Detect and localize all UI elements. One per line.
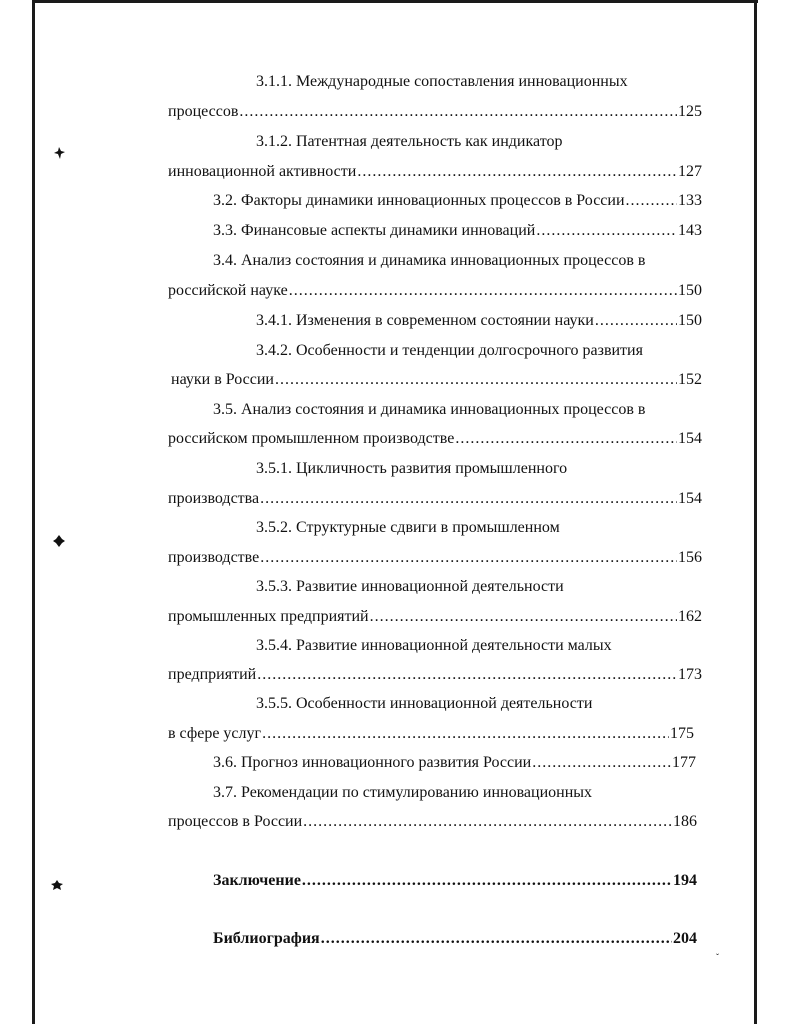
- scan-speck-icon: [50, 878, 64, 892]
- toc-entry-3-5-3[interactable]: [168, 607, 702, 627]
- dot-leader: [532, 753, 671, 773]
- dot-leader: [536, 221, 677, 241]
- toc-page-number: 143: [678, 222, 702, 239]
- toc-entry-3-5[interactable]: [168, 429, 702, 449]
- toc-entry-3-5-1[interactable]: [168, 489, 702, 509]
- toc-entry-text: производстве: [168, 549, 260, 566]
- toc-entry-3-6[interactable]: [213, 753, 696, 773]
- toc-entry-3-5-5[interactable]: [168, 724, 694, 744]
- scan-speck-icon: [52, 534, 66, 548]
- toc-entry-text: науки в России: [171, 371, 274, 388]
- toc-page-number: 154: [678, 430, 702, 447]
- dot-leader: [370, 607, 677, 627]
- dot-leader: [260, 548, 677, 568]
- toc-page-number: 204: [673, 930, 697, 947]
- toc-page-number: 162: [678, 608, 702, 625]
- toc-entry-3-4-title: 3.4. Анализ состояния и динамика инновационных процессов в: [213, 252, 646, 269]
- scan-mark: ˇ: [716, 952, 719, 962]
- toc-entry-3-5-4-title: 3.5.4. Развитие инновационной деятельности малых: [256, 637, 612, 654]
- dot-leader: [289, 281, 677, 301]
- toc-entry-3-5-4[interactable]: [168, 665, 702, 685]
- toc-entry-3-5-3-title: 3.5.3. Развитие инновационной деятельности: [256, 578, 564, 595]
- dot-leader: [302, 871, 672, 891]
- toc-entry-3-1-2-title: 3.1.2. Патентная деятельность как индикатор: [256, 133, 563, 150]
- scan-border-right: [754, 0, 757, 1024]
- toc-page-number: 152: [678, 371, 702, 388]
- toc-page-number: 150: [678, 282, 702, 299]
- toc-page-number: 173: [678, 666, 702, 683]
- toc-entry-3-7-title: 3.7. Рекомендации по стимулированию инновационных: [213, 784, 593, 801]
- toc-entry-3-3[interactable]: [213, 221, 702, 241]
- scan-border-left: [32, 0, 35, 1024]
- toc-entry-text: российском промышленном производстве: [168, 430, 455, 447]
- toc-entry-3-1-1-title: 3.1.1. Международные сопоставления инновационных: [256, 73, 628, 90]
- toc-entry-text: 3.4.1. Изменения в современном состоянии науки: [256, 312, 594, 329]
- toc-entry-text: 3.3. Финансовые аспекты динамики инноваций: [213, 222, 536, 239]
- dot-leader: [303, 812, 672, 832]
- toc-page-number: 125: [678, 103, 702, 120]
- toc-entry-text: процессов в России: [168, 813, 303, 830]
- toc-entry-text: в сфере услуг: [168, 725, 262, 742]
- dot-leader: [257, 665, 677, 685]
- toc-entry-3-5-5-title: 3.5.5. Особенности инновационной деятельности: [256, 695, 593, 712]
- dot-leader: [455, 429, 677, 449]
- toc-page-number: 150: [678, 312, 702, 329]
- toc-entry-3-2[interactable]: [213, 191, 702, 211]
- toc-entry-text: российской науке: [168, 282, 288, 299]
- toc-entry-conclusion[interactable]: [213, 871, 697, 891]
- toc-entry-3-1-2[interactable]: [168, 162, 702, 182]
- dot-leader: [275, 370, 677, 390]
- toc-entry-3-4-2[interactable]: [171, 370, 702, 390]
- dot-leader: [262, 724, 669, 744]
- toc-page-number: 156: [678, 549, 702, 566]
- toc-entry-text: 3.2. Факторы динамики инновационных процессов в России: [213, 192, 625, 209]
- toc-entry-text: предприятий: [168, 666, 257, 683]
- dot-leader: [239, 102, 677, 122]
- toc-entry-3-5-2[interactable]: [168, 548, 702, 568]
- toc-entry-3-5-2-title: 3.5.2. Структурные сдвиги в промышленном: [256, 519, 560, 536]
- toc-page-number: 186: [673, 813, 697, 830]
- toc-entry-text: Библиография: [213, 930, 320, 947]
- toc-entry-3-1-1[interactable]: [168, 102, 702, 122]
- scan-speck-icon: [52, 146, 66, 160]
- dot-leader: [321, 929, 672, 949]
- dot-leader: [260, 489, 677, 509]
- toc-entry-text: производства: [168, 490, 260, 507]
- toc-page-number: 154: [678, 490, 702, 507]
- toc-entry-3-4-2-title: 3.4.2. Особенности и тенденции долгосрочного развития: [256, 342, 643, 359]
- toc-entry-3-4-1[interactable]: [256, 311, 702, 331]
- dot-leader: [595, 311, 677, 331]
- toc-entry-3-7[interactable]: [168, 812, 697, 832]
- toc-page-number: 177: [672, 754, 696, 771]
- toc-entry-text: Заключение: [213, 872, 301, 889]
- dot-leader: [626, 191, 677, 211]
- scan-border-top: [34, 0, 758, 3]
- toc-entry-text: 3.6. Прогноз инновационного развития России: [213, 754, 532, 771]
- toc-entry-bibliography[interactable]: [213, 929, 697, 949]
- toc-entry-3-4[interactable]: [168, 281, 702, 301]
- toc-entry-text: процессов: [168, 103, 239, 120]
- toc-page-number: 127: [678, 163, 702, 180]
- toc-entry-3-5-1-title: 3.5.1. Цикличность развития промышленного: [256, 460, 568, 477]
- toc-entry-text: инновационной активности: [168, 163, 357, 180]
- toc-entry-3-5-title: 3.5. Анализ состояния и динамика инновационных процессов в: [213, 401, 646, 418]
- toc-page-number: 194: [673, 872, 697, 889]
- toc-page-number: 133: [678, 192, 702, 209]
- toc-page-number: 175: [670, 725, 694, 742]
- dot-leader: [357, 162, 677, 182]
- toc-entry-text: промышленных предприятий: [168, 608, 369, 625]
